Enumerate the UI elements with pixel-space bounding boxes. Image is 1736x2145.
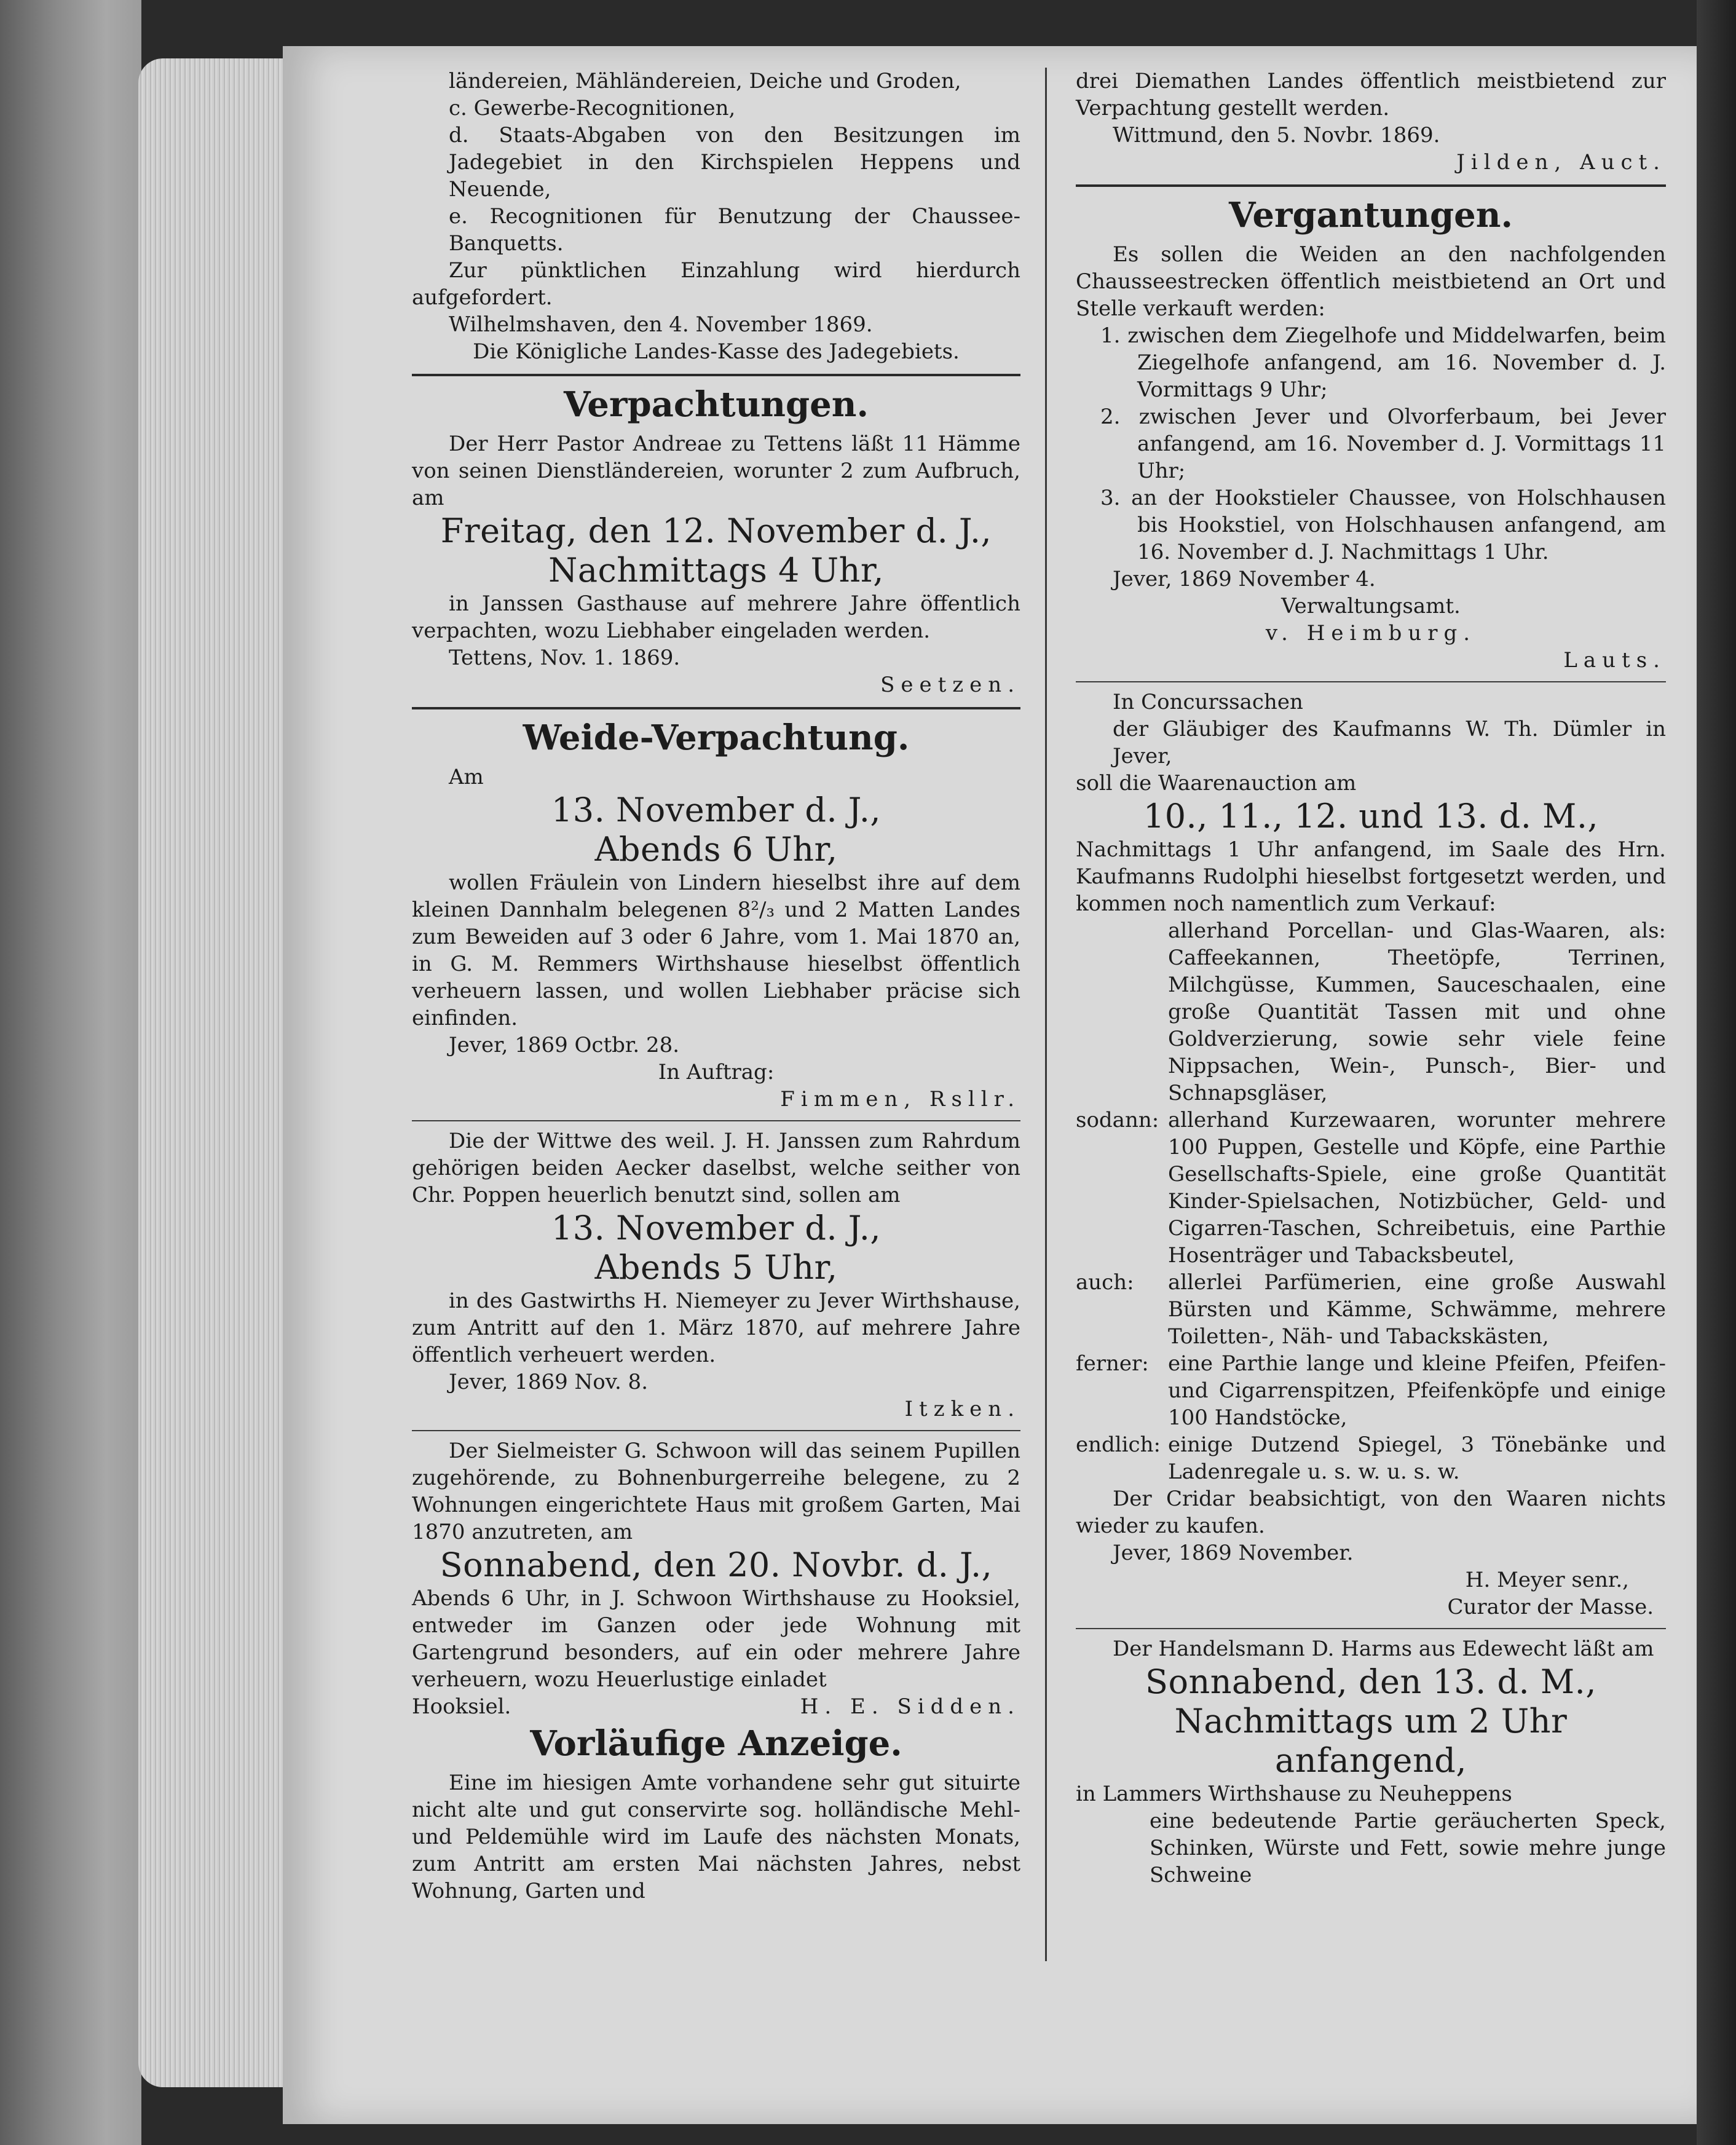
verpachtungen-ad: [412, 384, 1020, 698]
weide-verpachtung-ad: [412, 717, 1020, 1113]
concurs-item-label: sodann:: [1076, 1108, 1159, 1132]
harms-time-line: Nachmittags um 2 Uhr anfangend,: [1174, 1702, 1568, 1780]
sielmeister-ad: [412, 1437, 1020, 1720]
section-divider: [1076, 681, 1666, 682]
verpachtungen-date-line: Freitag, den 12. November d. J.,: [440, 512, 992, 550]
harms-date-line: Sonnabend, den 13. d. M.,: [1145, 1662, 1596, 1701]
verpachtungen-heading: Verpachtungen.: [564, 384, 869, 425]
harms-body: Der Handelsmann D. Harms aus Edewecht läßt am: [1113, 1637, 1654, 1661]
tax-item: e. Recognitionen für Benutzung der Chaussee-Banquetts.: [449, 204, 1020, 256]
vergantungen-signature: v. Heimburg.: [1265, 621, 1477, 646]
page-stack: [138, 58, 289, 2087]
tax-notice: [412, 68, 1020, 365]
concurs-item-text: allerhand Porcellan- und Glas-Waaren, als: Caffeekannen, Theetöpfe, Terrinen, Milchgüsse, Kummen, Sauceschaalen, eine große Quantität Tassen mit und ohne Goldverzierung, sowie sehr viele feine Nippsachen, Wein-, Punsch-, Bier- und Schnapsgläser,: [1168, 918, 1666, 1105]
weide-date-line: 13. November d. J.,: [551, 791, 882, 829]
vergantungen-heading: Vergantungen.: [1229, 195, 1513, 235]
concurs-item: [1076, 1350, 1666, 1431]
siel-footer: [412, 1693, 1020, 1720]
weide-date: Jever, 1869 Octbr. 28.: [449, 1033, 680, 1057]
section-divider: [412, 1120, 1020, 1121]
verpachtungen-signature: Seetzen.: [880, 673, 1020, 697]
concurs-date-line: 10., 11., 12. und 13. d. M.,: [1143, 797, 1599, 835]
vergantungen-item: 3. an der Hookstieler Chaussee, von Holschhausen bis Hookstiel, von Holschhausen anfangend, am 16. November d. J. Nachmittags 1 Uhr.: [1100, 486, 1666, 564]
wittmund-date: Wittmund, den 5. Novbr. 1869.: [1113, 123, 1440, 148]
concurs-item: [1076, 917, 1666, 1107]
vergantungen-signature-2: Lauts.: [1563, 648, 1666, 673]
siel-place: Hooksiel.: [412, 1694, 511, 1719]
concurs-item: [1076, 1107, 1666, 1269]
janssen-body2: in des Gastwirths H. Niemeyer zu Jever Wirthshause, zum Antritt auf den 1. März 1870, auf mehrere Jahre öffentlich verheuert werden.: [412, 1289, 1020, 1367]
tax-item: ländereien, Mähländereien, Deiche und Groden,: [449, 69, 961, 93]
concurs-item-text: einige Dutzend Spiegel, 3 Tönebänke und Ladenregale u. s. w. u. s. w.: [1168, 1432, 1666, 1484]
concurs-date: Jever, 1869 November.: [1113, 1541, 1354, 1565]
vorlaeufige-anzeige-ad: [412, 1723, 1020, 1905]
janssen-date: Jever, 1869 Nov. 8.: [449, 1370, 648, 1394]
concurs-item-label: auch:: [1076, 1270, 1134, 1295]
vorl-heading: Vorläufige Anzeige.: [530, 1723, 902, 1764]
harms-ad: [1076, 1635, 1666, 1889]
right-column: [1076, 68, 1666, 1961]
harms-line: eine bedeutende Partie geräucherten Speck, Schinken, Würste und Fett, sowie mehre junge Schweine: [1150, 1809, 1666, 1887]
janssen-time-line: Abends 5 Uhr,: [594, 1248, 838, 1287]
concurs-line: soll die Waarenauction am: [1076, 771, 1357, 796]
section-divider: [412, 374, 1020, 376]
wittmund-ad: [1076, 68, 1666, 176]
concurs-item: [1076, 1269, 1666, 1350]
weide-signature: Fimmen, Rsllr.: [780, 1087, 1020, 1112]
siel-body: Der Sielmeister G. Schwoon will das seinem Pupillen zugehörende, zu Bohnenburgerreihe belegene, zu 2 Wohnungen eingerichtete Haus mit großem Garten, Mai 1870 anzutreten, am: [412, 1439, 1020, 1544]
concurs-item-text: eine Parthie lange und kleine Pfeifen, Pfeifen- und Cigarrenspitzen, Pfeifenköpfe und einige 100 Handstöcke,: [1168, 1351, 1666, 1430]
concurs-line: In Concurssachen: [1113, 690, 1303, 714]
concurs-item-text: allerhand Kurzewaaren, worunter mehrere 100 Puppen, Gestelle und Köpfe, eine Parthie Gesellschafts-Spiele, eine große Quantität Kinder-Spielsachen, Notizbücher, Geld- und Cigarren-Taschen, Schreibetuis, eine Parthie Hosenträger und Tabacksbeutel,: [1168, 1108, 1666, 1268]
concurs-line: der Gläubiger des Kaufmanns W. Th. Dümler in Jever,: [1113, 717, 1666, 768]
section-divider: [412, 707, 1020, 709]
concurs-signature: H. Meyer senr.,: [1465, 1568, 1629, 1592]
wittmund-body: drei Diemathen Landes öffentlich meistbietend zur Verpachtung gestellt werden.: [1076, 69, 1666, 120]
weide-body: wollen Fräulein von Lindern hieselbst ihre auf dem kleinen Dannhalm belegenen 8²/₃ und 2 Matten Landes zum Beweiden auf 3 oder 6 Jahre, vom 1. Mai 1870 an, in G. M. Remmers Wirthshause hieselbst öffentlich verheuern lassen, und wollen Liebhaber präcise sich einfinden.: [412, 871, 1020, 1030]
siel-signature: H. E. Sidden.: [800, 1694, 1020, 1719]
vergantungen-amt: Verwaltungsamt.: [1281, 594, 1461, 618]
weide-heading: Weide-Verpachtung.: [523, 717, 910, 758]
verpachtungen-time-line: Nachmittags 4 Uhr,: [548, 551, 884, 590]
verpachtungen-body: Der Herr Pastor Andreae zu Tettens läßt 11 Hämme von seinen Dienstländereien, worunter 2 zum Aufbruch, am: [412, 432, 1020, 510]
harms-line: in Lammers Wirthshause zu Neuheppens: [1076, 1782, 1512, 1806]
tax-item: d. Staats-Abgaben von den Besitzungen im Jadegebiet in den Kirchspielen Heppens und Neuende,: [449, 123, 1020, 202]
concurs-item-text: allerlei Parfümerien, eine große Auswahl Bürsten und Kämme, Schwämme, mehrere Toiletten-, Näh- und Tabackskästen,: [1168, 1270, 1666, 1349]
concurs-item: [1076, 1431, 1666, 1485]
tax-call: Zur pünktlichen Einzahlung wird hierdurch aufgefordert.: [412, 258, 1020, 310]
vergantungen-item: 1. zwischen dem Ziegelhofe und Middelwarfen, beim Ziegelhofe anfangend, am 16. November d. J. Vormittags 9 Uhr;: [1100, 323, 1666, 402]
concurs-item-label: [1076, 917, 1168, 1107]
siel-body2: Abends 6 Uhr, in J. Schwoon Wirthshause zu Hooksiel, entweder im Ganzen oder jede Wohnung mit Gartengrund besonders, auf ein oder mehrere Jahre verheuern, wozu Heuerlustige einladet: [412, 1586, 1020, 1692]
facing-page-edge: [1697, 0, 1736, 2145]
wittmund-signature: Jilden, Auct.: [1456, 150, 1666, 175]
concurs-signature-2: Curator der Masse.: [1447, 1595, 1654, 1619]
section-divider: [1076, 1628, 1666, 1629]
vergantungen-ad: [1076, 194, 1666, 674]
section-divider: [412, 1430, 1020, 1431]
column-divider: [1045, 68, 1047, 1961]
concurs-ad: [1076, 689, 1666, 1621]
verpachtungen-body2: in Janssen Gasthause auf mehrere Jahre öffentlich verpachten, wozu Liebhaber eingeladen werden.: [412, 591, 1020, 643]
janssen-ad: [412, 1128, 1020, 1423]
janssen-signature: Itzken.: [904, 1397, 1020, 1421]
left-column: [412, 68, 1020, 2004]
concurs-item-label: ferner:: [1076, 1351, 1149, 1376]
verpachtungen-date: Tettens, Nov. 1. 1869.: [449, 646, 681, 670]
janssen-date-line: 13. November d. J.,: [551, 1209, 882, 1247]
vergantungen-body: Es sollen die Weiden an den nachfolgenden Chausseestrecken öffentlich meistbietend an Ort und Stelle verkauft werden:: [1076, 242, 1666, 321]
concurs-body: Nachmittags 1 Uhr anfangend, im Saale des Hrn. Kaufmanns Rudolphi hieselbst fortgesetzt werden, und kommen noch namentlich zum Verkauf:: [1076, 837, 1666, 916]
tax-date: Wilhelmshaven, den 4. November 1869.: [449, 312, 873, 337]
vergantungen-item: 2. zwischen Jever und Olvorferbaum, bei Jever anfangend, am 16. November d. J. Vormittags 11 Uhr;: [1100, 405, 1666, 483]
tax-signature: Die Königliche Landes-Kasse des Jadegebiets.: [473, 339, 960, 364]
concurs-item-label: endlich:: [1076, 1432, 1161, 1457]
weide-auftrag: In Auftrag:: [658, 1060, 775, 1084]
book-spine-edge: [0, 0, 141, 2145]
vorl-body: Eine im hiesigen Amte vorhandene sehr gut situirte nicht alte und gut conservirte sog. holländische Mehl- und Peldemühle wird im Laufe des nächsten Monats, zum Antritt am ersten Mai nächsten Jahres, nebst Wohnung, Garten und: [412, 1771, 1020, 1903]
vergantungen-date: Jever, 1869 November 4.: [1113, 567, 1376, 591]
siel-date-line: Sonnabend, den 20. Novbr. d. J.,: [440, 1546, 993, 1584]
weide-am: Am: [449, 765, 484, 789]
weide-time-line: Abends 6 Uhr,: [594, 830, 838, 869]
concurs-cridar: Der Cridar beabsichtigt, von den Waaren nichts wieder zu kaufen.: [1076, 1487, 1666, 1538]
janssen-body: Die der Wittwe des weil. J. H. Janssen zum Rahrdum gehörigen beiden Aecker daselbst, welche seither von Chr. Poppen heuerlich benutzt sind, sollen am: [412, 1129, 1020, 1207]
tax-item: c. Gewerbe-Recognitionen,: [449, 96, 736, 120]
section-divider: [1076, 184, 1666, 187]
